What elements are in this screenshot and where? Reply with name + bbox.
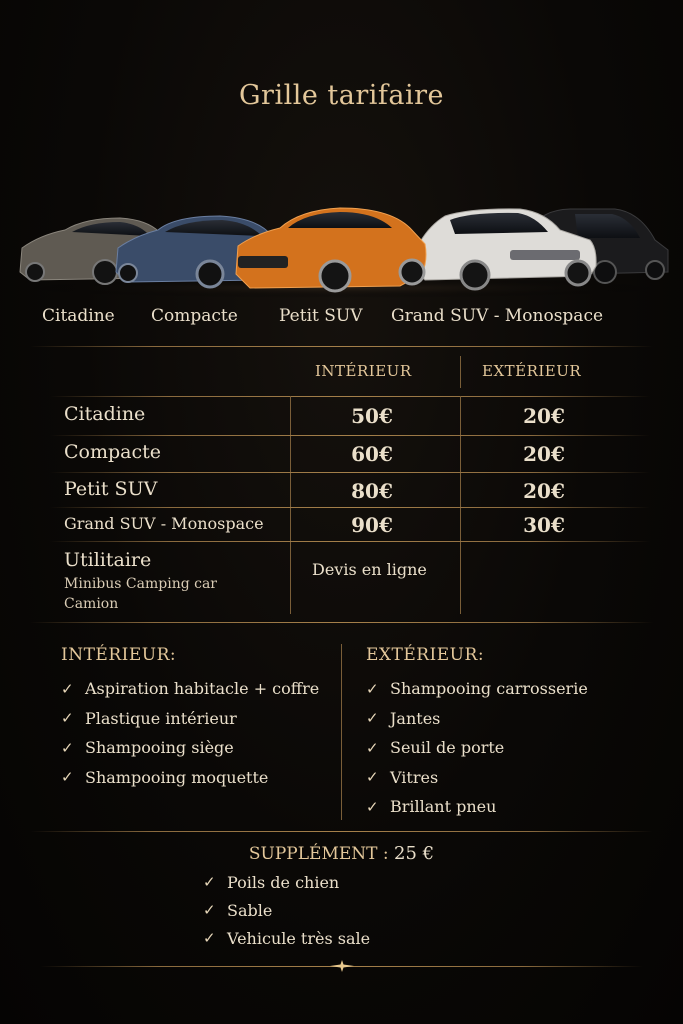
car-label-petit-suv: Petit SUV [279, 306, 363, 326]
car-label-grand-suv: Grand SUV - Monospace [391, 306, 604, 326]
price-petit-suv-exterieur: 20€ [523, 479, 565, 503]
supplement-heading [0, 843, 683, 864]
exterieur-item: Jantes [390, 708, 441, 728]
car-label-compacte: Compacte [151, 306, 238, 326]
interieur-item: Plastique intérieur [85, 708, 237, 728]
price-compacte-interieur: 60€ [351, 442, 393, 466]
row-divider [50, 396, 650, 397]
row-label-petit-suv: Petit SUV [64, 478, 158, 500]
check-icon: ✓ [61, 709, 74, 728]
interieur-list [61, 674, 319, 792]
car-label-citadine: Citadine [42, 306, 115, 326]
price-grand-suv-interieur: 90€ [351, 513, 393, 537]
check-icon: ✓ [61, 679, 74, 698]
exterieur-list [366, 674, 588, 822]
check-icon: ✓ [366, 679, 379, 698]
devis-en-ligne: Devis en ligne [312, 560, 427, 579]
check-icon: ✓ [61, 738, 74, 757]
row-label-citadine: Citadine [64, 403, 146, 425]
price-compacte-exterieur: 20€ [523, 442, 565, 466]
divider-top [30, 346, 653, 347]
exterieur-item: Brillant pneu [390, 797, 497, 817]
col-divider-2 [460, 396, 461, 614]
supplement-amount: 25 € [394, 843, 435, 864]
utilitaire-camion: Camion [64, 596, 119, 612]
supplement-list [203, 868, 370, 952]
list-item [366, 674, 588, 704]
sparkle-ornament-icon [330, 960, 354, 972]
row-divider [50, 507, 650, 508]
check-icon: ✓ [203, 873, 216, 891]
price-grand-suv-exterieur: 30€ [523, 513, 565, 537]
row-label-grand-suv: Grand SUV - Monospace [64, 514, 264, 533]
interieur-title: INTÉRIEUR: [61, 645, 177, 665]
car-category-labels [0, 306, 683, 330]
interieur-item: Shampooing siège [85, 738, 234, 758]
utilitaire-types: Minibus Camping car [64, 576, 218, 592]
services-divider [341, 644, 342, 820]
price-petit-suv-interieur: 80€ [351, 479, 393, 503]
header-divider [460, 356, 461, 388]
list-item [203, 924, 370, 952]
col-divider-1 [290, 396, 291, 614]
list-item [203, 896, 370, 924]
row-divider [50, 541, 650, 542]
check-icon: ✓ [366, 709, 379, 728]
list-item [366, 733, 588, 763]
cars-illustration [0, 200, 683, 300]
price-citadine-exterieur: 20€ [523, 404, 565, 428]
supplement-label: SUPPLÉMENT : [248, 844, 389, 864]
check-icon: ✓ [203, 901, 216, 919]
check-icon: ✓ [61, 768, 74, 787]
exterieur-item: Shampooing carrosserie [390, 679, 588, 699]
check-icon: ✓ [366, 797, 379, 816]
divider-bottom [30, 622, 653, 623]
exterieur-title: EXTÉRIEUR: [366, 645, 485, 665]
list-item [61, 763, 319, 793]
list-item [366, 763, 588, 793]
list-item [61, 674, 319, 704]
row-divider [50, 472, 650, 473]
list-item [366, 704, 588, 734]
row-label-compacte: Compacte [64, 441, 162, 463]
page-title: Grille tarifaire [238, 80, 445, 111]
exterieur-item: Seuil de porte [390, 738, 505, 758]
supplement-item: Vehicule très sale [227, 928, 371, 948]
price-citadine-interieur: 50€ [351, 404, 393, 428]
divider-supplement [30, 831, 653, 832]
check-icon: ✓ [366, 768, 379, 787]
list-item [61, 733, 319, 763]
col-header-interieur: INTÉRIEUR [315, 362, 412, 380]
list-item [366, 792, 588, 822]
row-label-utilitaire: Utilitaire [64, 549, 152, 571]
check-icon: ✓ [203, 929, 216, 947]
supplement-item: Poils de chien [227, 872, 340, 892]
check-icon: ✓ [366, 738, 379, 757]
row-divider [50, 435, 650, 436]
list-item [61, 704, 319, 734]
exterieur-item: Vitres [390, 767, 439, 787]
interieur-item: Shampooing moquette [85, 767, 269, 787]
supplement-item: Sable [227, 900, 273, 920]
list-item [203, 868, 370, 896]
col-header-exterieur: EXTÉRIEUR [482, 362, 582, 380]
car-orange-suv [236, 208, 426, 291]
interieur-item: Aspiration habitacle + coffre [85, 679, 320, 699]
